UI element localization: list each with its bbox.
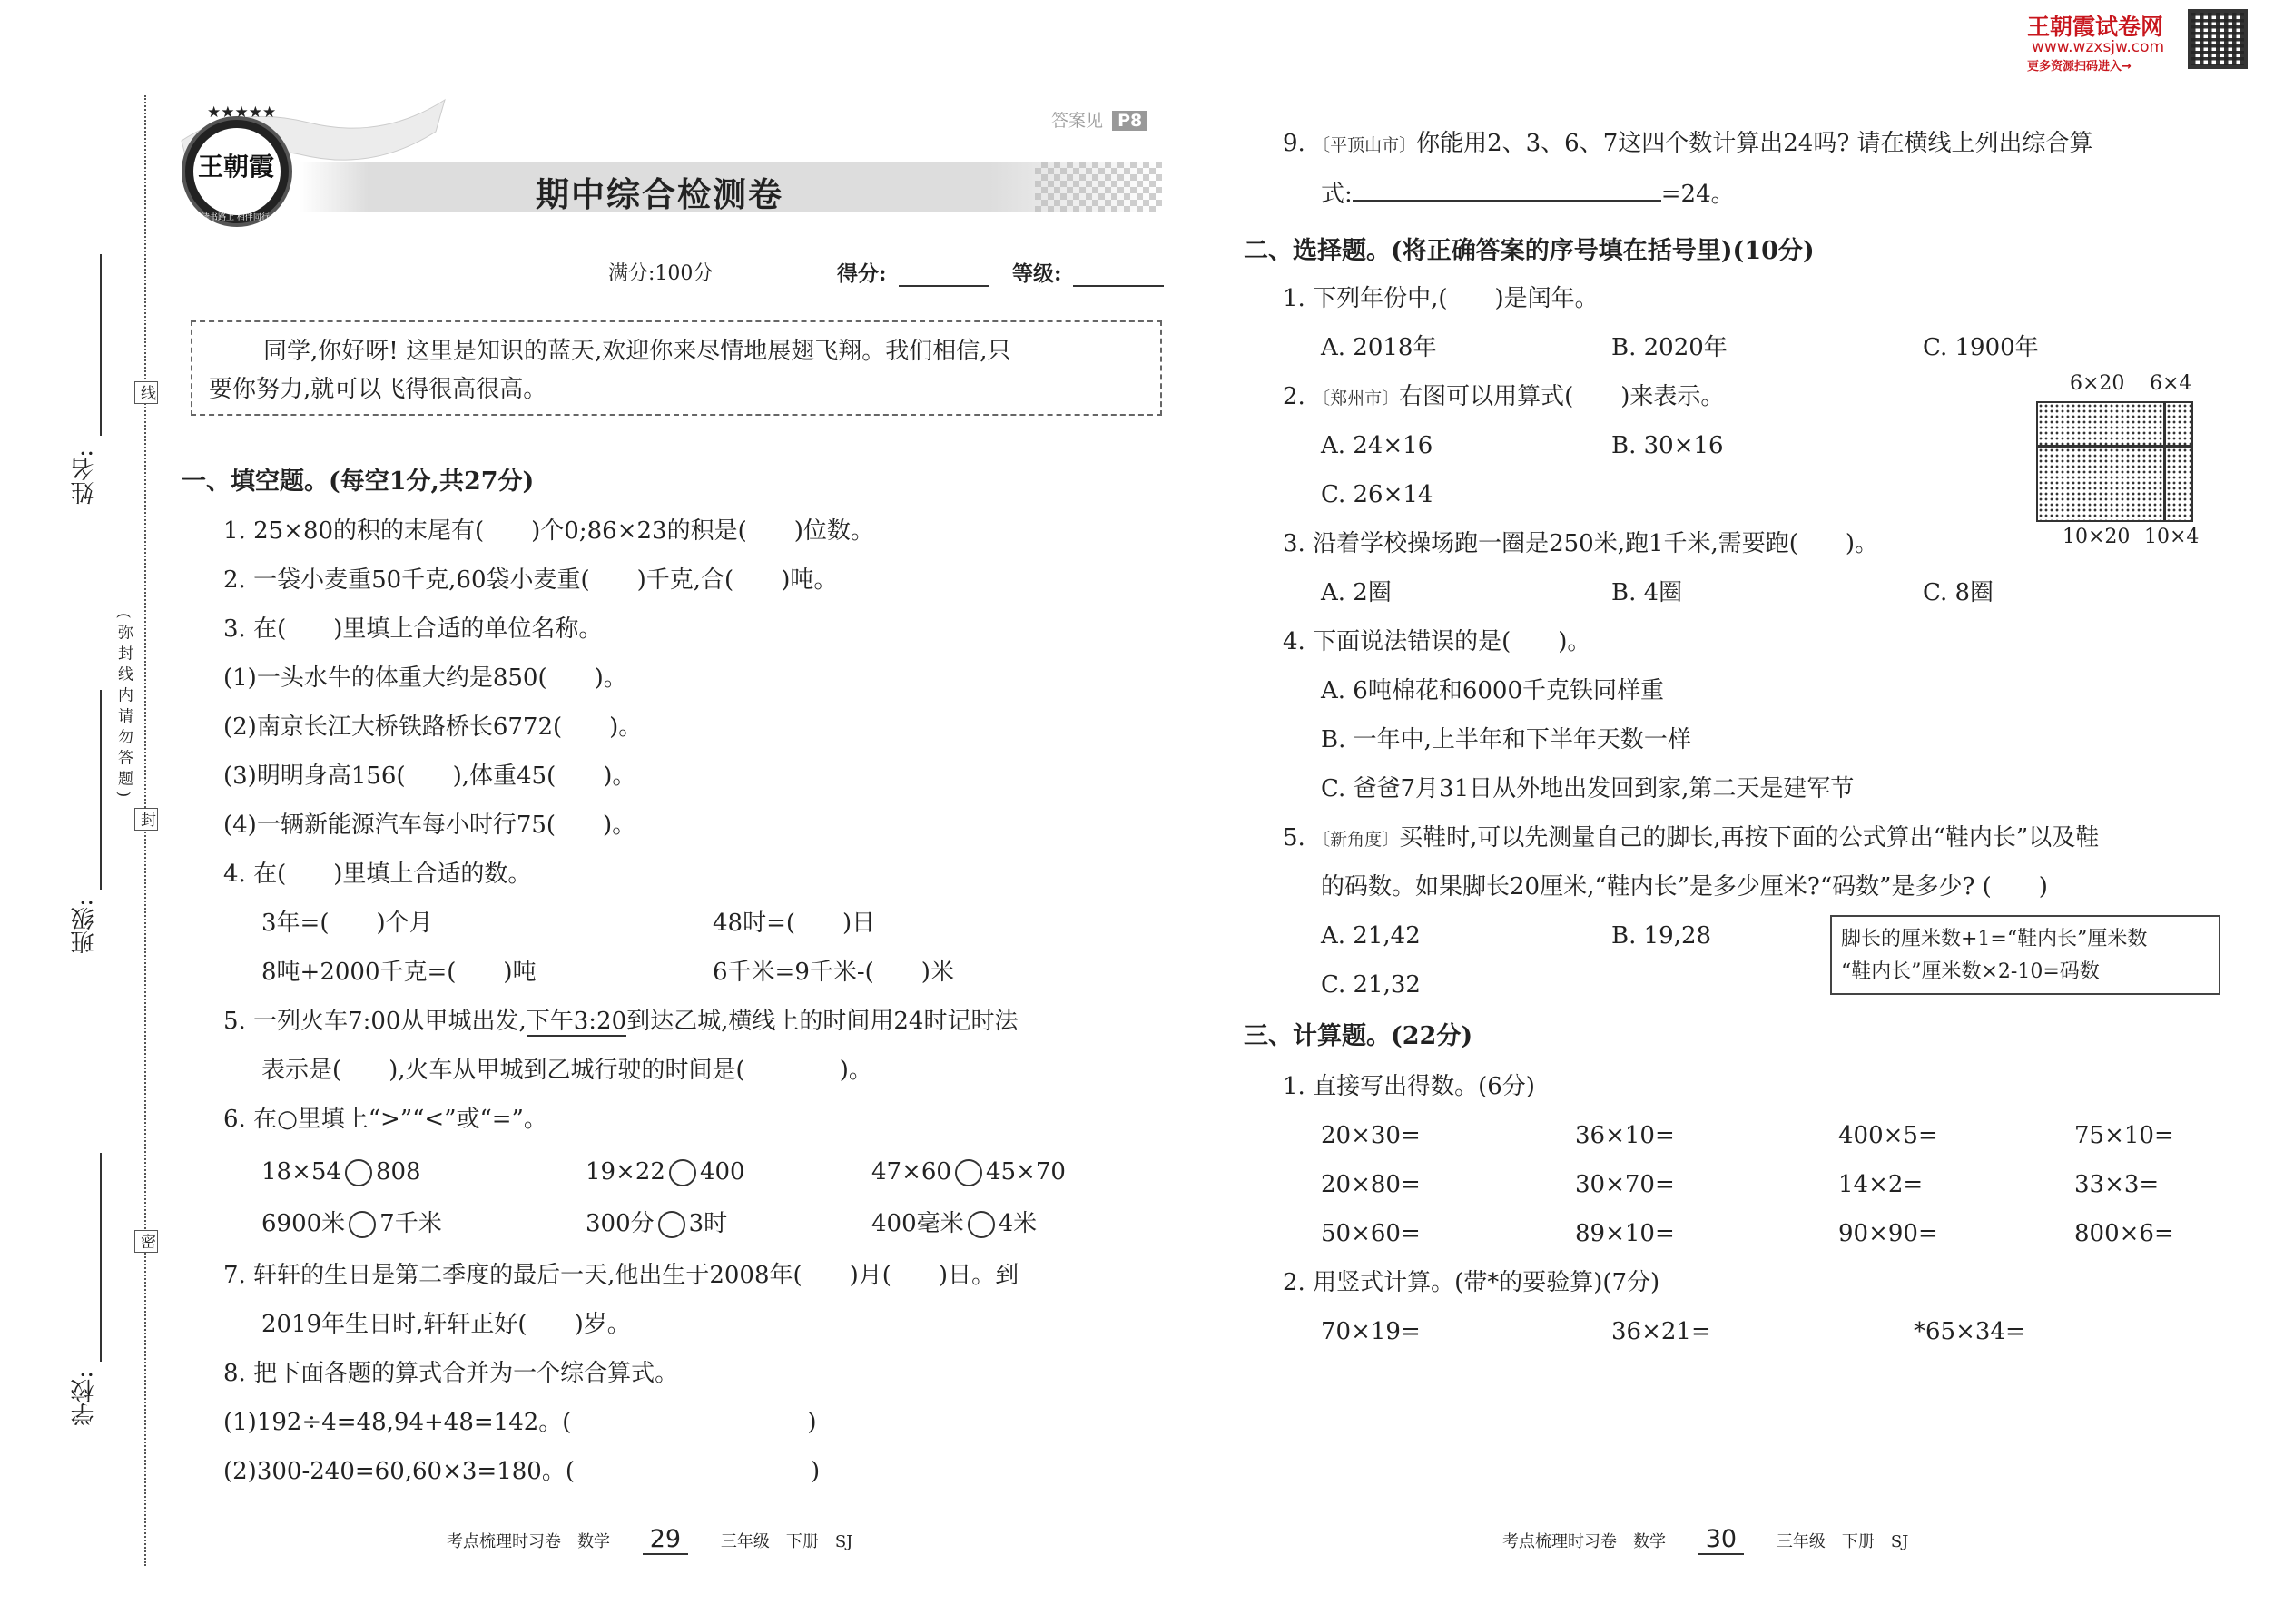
answer-ref-page: P8 [1112,111,1147,131]
vertical-calc-item: *65×34= [1914,1318,2025,1345]
choice-q5-text: 买鞋时,可以先测量自己的脚长,再按下面的公式算出“鞋内长”以及鞋 [1399,824,2100,851]
dot-grid-4-lower [2164,446,2193,522]
choice-q4: 4. 下面说法错误的是( )。 [1283,628,1591,655]
calc-item: 20×30= [1321,1122,1421,1149]
fill-q2: 2. 一袋小麦重50千克,60袋小麦重( )千克,合( )吨。 [223,566,838,594]
section-2-heading: 二、选择题。(将正确答案的序号填在括号里)(10分) [1244,237,1815,265]
choice-q3-b: B. 4圈 [1611,579,1683,606]
footer-left [447,1525,852,1553]
compare-item-5 [586,1210,727,1238]
compare-left: 18×54 [261,1158,341,1186]
calc-item: 33×3= [2074,1171,2160,1198]
fill-q4-a: 3年=( )个月 [261,910,433,937]
compare-circle[interactable] [345,1159,372,1186]
footer-left-page-number: 29 [643,1525,688,1555]
choice-q2-c: C. 26×14 [1321,481,1433,508]
calc-item: 14×2= [1838,1171,1924,1198]
fill-q3-3: (3)明明身高156( ),体重45( )。 [223,763,636,790]
answer-ref-label: 答案见 [1051,111,1104,131]
choice-q3-c: C. 8圈 [1923,579,1994,606]
compare-circle[interactable] [955,1159,982,1186]
qr-code-icon[interactable] [2188,9,2248,69]
choice-q5-line1: 5. 〔新角度〕买鞋时,可以先测量自己的脚长,再按下面的公式算出“鞋内长”以及鞋 [1283,824,2100,851]
choice-q5-line2: 的码数。如果脚长20厘米,“鞋内长”是多少厘米?“码数”是多少? ( ) [1321,873,2048,901]
choice-q5-a: A. 21,42 [1321,922,1421,950]
binding-school-label: 学校: [71,1371,98,1426]
choice-q2-b: B. 30×16 [1611,432,1724,459]
score-label: 得分: [837,261,887,286]
choice-q5-tag: 〔新角度〕 [1313,830,1400,850]
site-name: 王朝霞试卷网 [2027,14,2164,40]
grade-label: 等级: [1012,261,1062,286]
fill-q9-tag: 〔平顶山市〕 [1313,135,1417,155]
formula-line-1: 脚长的厘米数+1=“鞋内长”厘米数 [1841,928,2148,950]
calc-item: 400×5= [1838,1122,1938,1149]
score-field[interactable] [899,285,989,287]
binding-class-label: 班级: [71,899,98,954]
calc-q2: 2. 用竖式计算。(带*的要验算)(7分) [1283,1269,1660,1296]
full-score: 满分:100分 [608,262,714,285]
dot-grid-4 [2164,401,2193,447]
footer-right-page-number: 30 [1698,1525,1744,1555]
compare-right: 7千米 [379,1210,442,1237]
fill-q7-line1: 7. 轩轩的生日是第二季度的最后一天,他出生于2008年( )月( )日。到 [223,1262,1019,1289]
fill-q5-post: 到达乙城,横线上的时间用24时记时法 [626,1008,1019,1035]
compare-right: 45×70 [985,1158,1066,1186]
compare-item-3 [871,1158,1066,1186]
footer-right-title: 考点梳理时习卷 数学 [1502,1532,1666,1551]
choice-q2-tag: 〔郑州市〕 [1313,389,1400,408]
figure-bottom-label-1: 10×20 [2063,526,2131,548]
fill-q9-pre: 式: [1321,181,1353,208]
binding-mark-mi: 密 [134,1230,158,1253]
site-slogan: 更多资源扫码进入→ [2027,60,2132,74]
section-1-heading: 一、填空题。(每空1分,共27分) [182,468,535,496]
choice-q4-a: A. 6吨棉花和6000千克铁同样重 [1321,677,1665,704]
compare-circle[interactable] [349,1211,376,1238]
fill-q8-2: (2)300-240=60,60×3=180。( ) [223,1458,821,1485]
fill-q4-b: 48时=( )日 [713,910,876,937]
greeting-line-2: 要你努力,就可以飞得很高很高。 [209,376,547,403]
choice-q1-a: A. 2018年 [1321,334,1437,361]
exam-title: 期中综合检测卷 [536,174,783,214]
fill-q9-line2 [1321,178,1735,208]
fill-q9-text: 你能用2、3、6、7这四个数计算出24吗? 请在横线上列出综合算 [1416,130,2093,157]
calc-item: 50×60= [1321,1220,1421,1247]
calc-item: 30×70= [1575,1171,1675,1198]
brand-logo-motto: 读书路上 相伴同行 [202,213,270,222]
grade-field[interactable] [1073,285,1164,287]
calc-item: 90×90= [1838,1220,1938,1247]
calc-item: 800×6= [2074,1220,2174,1247]
title-checker [1035,162,1162,212]
answer-ref [1051,107,1147,132]
choice-q3-a: A. 2圈 [1321,579,1392,606]
compare-right: 808 [375,1158,421,1186]
footer-right [1502,1525,1908,1553]
choice-q5-b: B. 19,28 [1611,922,1712,950]
formula-line-2: “鞋内长”厘米数×2-10=码数 [1841,960,2100,983]
binding-class-line[interactable] [100,690,102,890]
logo-stars: ★★★★★ [207,103,277,122]
compare-item-2 [586,1158,745,1186]
compare-left: 300分 [586,1210,655,1237]
compare-right: 4米 [998,1210,1038,1237]
fill-q9-post: =24。 [1660,181,1735,208]
choice-q2-a: A. 24×16 [1321,432,1433,459]
fill-q5-line1 [223,1008,1018,1037]
fill-q4: 4. 在( )里填上合适的数。 [223,861,532,888]
binding-name-line[interactable] [100,254,102,436]
fill-q5-line2: 表示是( ),火车从甲城到乙城行驶的时间是( )。 [261,1057,872,1084]
choice-q2-text: 右图可以用算式( )来表示。 [1399,383,1725,410]
figure-top-label-2: 6×4 [2150,372,2192,395]
fill-q5-pre: 5. 一列火车7:00从甲城出发, [223,1008,527,1035]
calc-item: 89×10= [1575,1220,1675,1247]
fill-q3: 3. 在( )里填上合适的单位名称。 [223,615,603,643]
calc-q1: 1. 直接写出得数。(6分) [1283,1073,1535,1100]
dot-grid-20 [2036,401,2165,447]
calc-item: 20×80= [1321,1171,1421,1198]
fill-q3-4: (4)一辆新能源汽车每小时行75( )。 [223,812,636,839]
compare-circle[interactable] [658,1211,685,1238]
compare-right: 400 [699,1158,745,1186]
fill-q9-line1: 9. 〔平顶山市〕你能用2、3、6、7这四个数计算出24吗? 请在横线上列出综合算 [1283,130,2093,157]
compare-circle[interactable] [968,1211,995,1238]
compare-left: 19×22 [586,1158,665,1186]
fill-q5-underlined-time: 下午3:20 [526,1008,627,1035]
dot-grid-20-lower [2036,446,2165,522]
fill-q3-2: (2)南京长江大桥铁路桥长6772( )。 [223,714,643,741]
fill-q8-1: (1)192÷4=48,94+48=142。( ) [223,1409,817,1436]
footer-right-grade: 三年级 下册 SJ [1776,1532,1909,1551]
vertical-calc-item: 70×19= [1321,1318,1421,1345]
compare-left: 6900米 [261,1210,346,1237]
footer-left-title: 考点梳理时习卷 数学 [447,1532,610,1551]
fill-q4-c: 8吨+2000千克=( )吨 [261,959,537,986]
binding-school-line[interactable] [100,1153,102,1362]
choice-q4-c: C. 爸爸7月31日从外地出发回到家,第二天是建军节 [1321,775,1855,802]
greeting-line-1: 同学,你好呀! 这里是知识的蓝天,欢迎你来尽情地展翅飞翔。我们相信,只 [263,338,1011,365]
compare-item-1 [261,1158,421,1186]
footer-left-grade: 三年级 下册 SJ [720,1532,853,1551]
compare-item-4 [261,1210,442,1238]
fill-q9-answer-line[interactable] [1353,178,1661,202]
choice-q3: 3. 沿着学校操场跑一圈是250米,跑1千米,需要跑( )。 [1283,530,1879,557]
figure-top-label-1: 6×20 [2070,372,2125,395]
fill-q6: 6. 在○里填上“>”“<”或“=”。 [223,1106,547,1133]
binding-name-label: 姓名: [71,449,98,505]
choice-q5-c: C. 21,32 [1321,971,1421,999]
site-url: www.wzxsjw.com [2032,38,2165,56]
choice-q1-b: B. 2020年 [1611,334,1728,361]
choice-q1-c: C. 1900年 [1923,334,2039,361]
brand-logo-name: 王朝霞 [198,152,275,182]
fill-q4-d: 6千米=9千米-( )米 [713,959,954,986]
vertical-calc-item: 36×21= [1611,1318,1711,1345]
fill-q7-line2: 2019年生日时,轩轩正好( )岁。 [261,1311,631,1338]
compare-item-6 [871,1210,1037,1238]
compare-circle[interactable] [669,1159,696,1186]
choice-q2: 2. 〔郑州市〕右图可以用算式( )来表示。 [1283,383,1725,410]
choice-q4-b: B. 一年中,上半年和下半年天数一样 [1321,726,1691,753]
binding-mark-xian: 线 [134,381,158,404]
calc-item: 36×10= [1575,1122,1675,1149]
section-3-heading: 三、计算题。(22分) [1244,1022,1473,1050]
figure-bottom-label-2: 10×4 [2144,526,2200,548]
compare-right: 3时 [688,1210,728,1237]
binding-mark-feng: 封 [134,808,158,831]
calc-item: 75×10= [2074,1122,2174,1149]
fill-q8: 8. 把下面各题的算式合并为一个综合算式。 [223,1360,679,1387]
fill-q1: 1. 25×80的积的末尾有( )个0;86×23的积是( )位数。 [223,517,874,545]
compare-left: 47×60 [871,1158,951,1186]
brand-logo-badge [182,116,292,227]
compare-left: 400毫米 [871,1210,964,1237]
choice-q1: 1. 下列年份中,( )是闰年。 [1283,285,1599,312]
binding-notice: (弥封线内请勿答题) [114,613,133,803]
fill-q3-1: (1)一头水牛的体重大约是850( )。 [223,664,627,692]
